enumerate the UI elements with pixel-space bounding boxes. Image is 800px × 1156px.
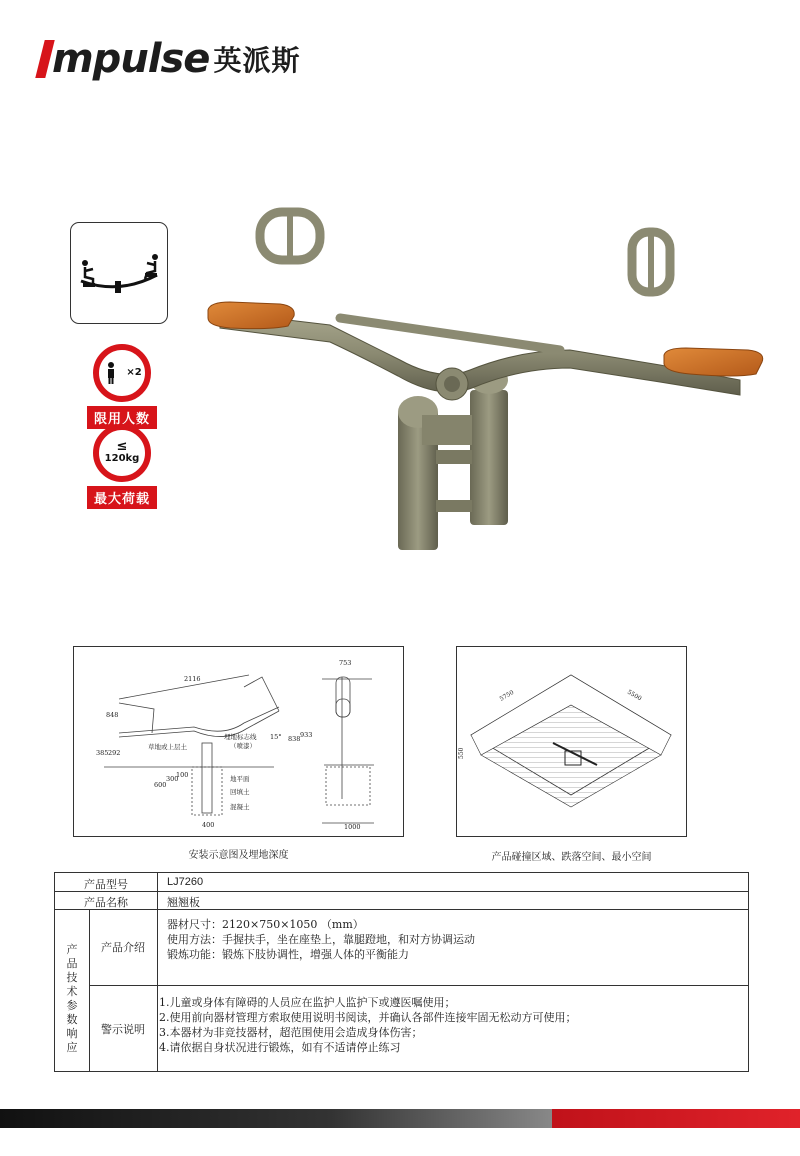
label-ground: 地平面 [230, 775, 250, 783]
intro-lines [167, 917, 475, 962]
label-mark-line: 埋地标志线 [224, 733, 257, 741]
max-load-sign [87, 424, 157, 509]
safety-zone-drawing [456, 646, 687, 837]
seesaw-pictogram-icon [71, 223, 167, 323]
spec-side-label: 产品技术参数响应 [66, 943, 78, 1054]
name-label: 产品名称 [84, 896, 128, 909]
warn-line: 4.请依据自身状况进行锻炼，如有不适请停止练习 [159, 1041, 401, 1054]
max-users-count: ×2 [126, 367, 142, 378]
name-value: 翘翘板 [167, 896, 200, 909]
installation-caption: 安装示意图及埋地深度 [188, 850, 289, 861]
dim-300: 300 [166, 775, 179, 783]
dim-292: 292 [108, 749, 121, 757]
footer-bar-red [552, 1109, 800, 1128]
max-load-value: 120kg [104, 453, 140, 464]
brand-logo [40, 34, 300, 84]
dim-400: 400 [202, 821, 215, 829]
warn-line: 3.本器材为非竞技器材，超范围使用会造成身体伤害； [159, 1026, 423, 1039]
dim-angle: 15° [270, 733, 282, 741]
warn-label: 警示说明 [101, 1023, 145, 1036]
model-label: 产品型号 [84, 878, 128, 891]
safety-zone-caption: 产品碰撞区域、跌落空间、最小空间 [491, 852, 652, 863]
dim-1000: 1000 [344, 823, 361, 831]
max-load-circle [93, 424, 151, 482]
warn-lines [159, 995, 577, 1055]
label-grass: 草地或上层土 [148, 743, 187, 751]
dim-5500: 5500 [626, 688, 643, 703]
seesaw-product-image [200, 200, 780, 560]
intro-line: 使用方法：手握扶手，坐在座垫上，靠腿蹬地，和对方协调运动 [167, 933, 475, 946]
dim-933: 933 [300, 731, 313, 739]
max-load-label: 最大荷载 [87, 486, 157, 509]
usage-pictogram [70, 222, 168, 324]
dim-848: 848 [106, 711, 119, 719]
dim-5750: 5750 [498, 689, 516, 703]
installation-drawing-svg [74, 647, 403, 836]
label-backfill: 回填土 [230, 788, 250, 796]
dim-100: 100 [176, 771, 189, 779]
installation-drawing [73, 646, 404, 837]
intro-line: 锻炼功能：锻炼下肢协调性，增强人体的平衡能力 [167, 948, 409, 961]
label-mark-note: （喷漆） [230, 742, 256, 750]
footer-bar-dark [0, 1109, 552, 1128]
dim-838: 838 [288, 735, 301, 743]
spec-table [54, 872, 749, 1072]
intro-label: 产品介绍 [101, 941, 145, 954]
warn-line: 1.儿童或身体有障碍的人员应在监护人监护下或遵医嘱使用； [159, 996, 456, 1009]
max-users-sign [87, 344, 157, 429]
safety-zone-svg [457, 647, 686, 836]
max-users-label: 限用人数 [87, 406, 157, 429]
brand-name: mpulse [52, 36, 210, 82]
dim-385: 385 [96, 749, 109, 757]
warn-line: 2.使用前向器材管理方索取使用说明书阅读，并确认各部件连接牢固无松动方可使用； [159, 1011, 577, 1024]
dim-length: 2116 [184, 675, 201, 683]
intro-line: 器材尺寸：2120×750×1050 （mm） [167, 918, 364, 931]
brand-name-cn: 英派斯 [213, 44, 301, 77]
label-concrete: 混凝土 [230, 803, 250, 811]
dim-600: 600 [154, 781, 167, 789]
model-value: LJ7260 [167, 876, 204, 888]
max-load-symbol: ≤ [116, 439, 128, 454]
dim-550: 550 [458, 747, 465, 759]
dim-width: 753 [339, 659, 352, 667]
max-users-circle [93, 344, 151, 402]
